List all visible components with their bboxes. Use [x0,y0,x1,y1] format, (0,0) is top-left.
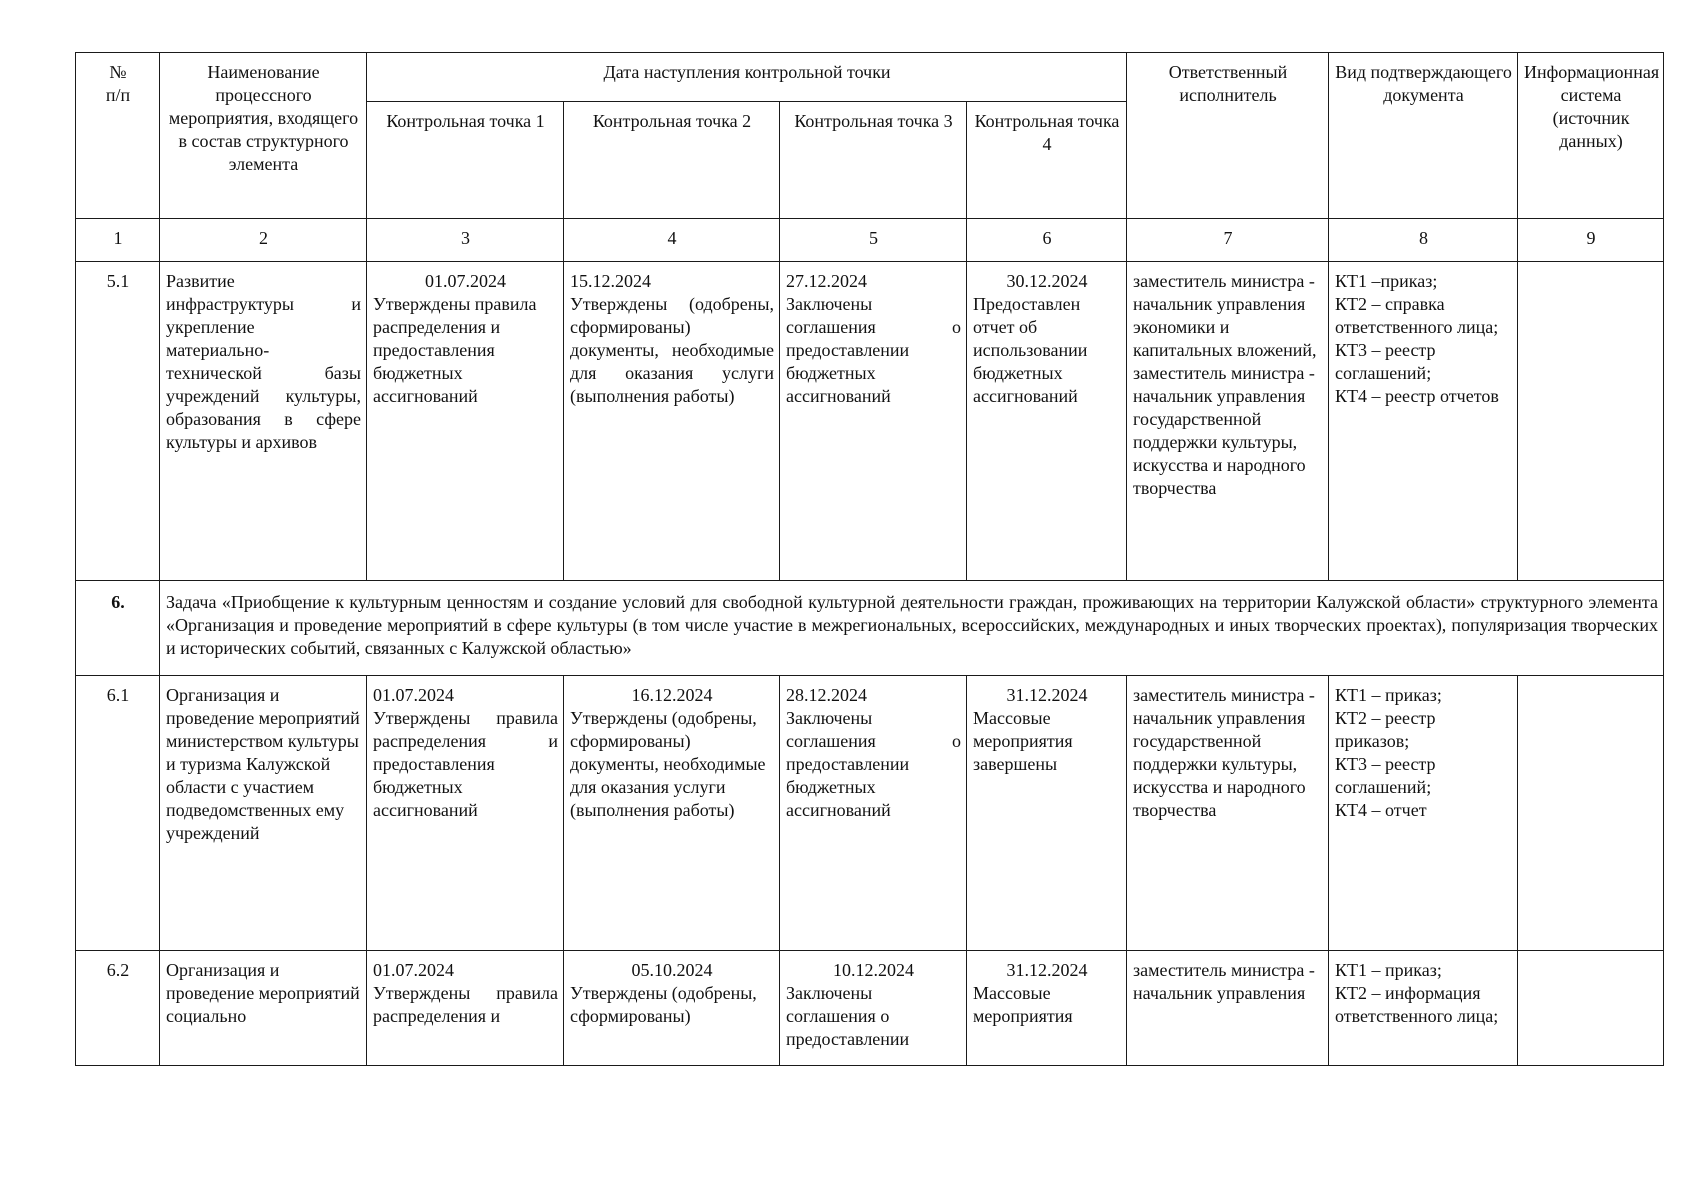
row-number: 5.1 [76,262,160,581]
info-system [1518,262,1664,581]
document-line: КТ1 – приказ; [1335,685,1442,705]
column-number: 6 [967,219,1127,262]
column-number: 9 [1518,219,1664,262]
control-point-4 [967,262,1127,581]
control-point-text: Заключены соглашения о предоставлении [786,983,910,1049]
header-info-system: Информационная система (источник данных) [1518,53,1664,219]
measure-name: Развитие инфраструктуры и укрепление материально-технической базы учреждений культуры, образования в сфере культуры и архивов [160,262,367,581]
measure-name: Организация и проведение мероприятий социально [160,951,367,1066]
control-point-1 [367,676,564,951]
document-line: КТ1 – приказ; [1335,960,1442,980]
control-point-1 [367,262,564,581]
control-point-date: 01.07.2024 [373,960,454,980]
control-point-2 [564,262,780,581]
document-line: КТ2 – информация ответственного лица; [1335,983,1499,1026]
control-point-2 [564,951,780,1066]
document-line: КТ3 – реестр соглашений; [1335,754,1436,797]
responsible-executor: заместитель министра - начальник управления государственной поддержки культуры, искусства и народного творчества [1127,676,1329,951]
control-point-date: 28.12.2024 [786,685,867,705]
control-point-3 [780,951,967,1066]
header-responsible: Ответственный исполнитель [1127,53,1329,219]
column-number: 4 [564,219,780,262]
info-system [1518,676,1664,951]
control-point-date: 01.07.2024 [425,271,506,291]
table-row [76,262,1664,581]
document-line: КТ3 – реестр соглашений; [1335,340,1436,383]
measure-name: Организация и проведение мероприятий министерством культуры и туризма Калужской области с участием подведомственных ему учреждений [160,676,367,951]
document-line: КТ4 – реестр отчетов [1335,386,1499,406]
control-point-text: Утверждены (одобрены, сформированы) [570,983,757,1026]
control-point-date: 31.12.2024 [1006,960,1088,980]
table-row [76,951,1664,1066]
document-line: КТ2 – реестр приказов; [1335,708,1436,751]
control-point-text: Утверждены правила распределения и предоставления бюджетных ассигнований [373,294,537,406]
header-kt3: Контрольная точка 3 [780,102,967,219]
task-row [76,581,1664,676]
column-number: 1 [76,219,160,262]
header-num: № п/п [76,53,160,219]
control-point-date: 10.12.2024 [833,960,914,980]
document-type [1329,676,1518,951]
document-line: КТ2 – справка ответственного лица; [1335,294,1499,337]
control-point-4 [967,676,1127,951]
header-kt1: Контрольная точка 1 [367,102,564,219]
control-point-text: Массовые мероприятия завершены [973,708,1073,774]
control-point-date: 05.10.2024 [631,960,713,980]
header-name: Наименование процессного мероприятия, входящего в состав структурного элемента [160,53,367,219]
control-point-3 [780,676,967,951]
control-point-text: Заключены соглашения о предоставлении бюджетных ассигнований [786,708,961,820]
document-type [1329,262,1518,581]
control-point-1 [367,951,564,1066]
responsible-executor: заместитель министра - начальник управления экономики и капитальных вложений, заместитель министра - начальник управления государственной поддержки культуры, искусства и народного творчества [1127,262,1329,581]
info-system [1518,951,1664,1066]
control-point-text: Утверждены (одобрены, сформированы) документы, необходимые для оказания услуги (выполнения работы) [570,708,766,820]
control-point-2 [564,676,780,951]
control-point-text: Предоставлен отчет об использовании бюджетных ассигнований [973,294,1088,406]
header-row [76,53,1664,102]
row-number: 6. [76,581,160,676]
table-row [76,676,1664,951]
control-point-date: 01.07.2024 [373,685,454,705]
document-type [1329,951,1518,1066]
control-point-text: Утверждены правила распределения и предоставления бюджетных ассигнований [373,708,558,820]
control-point-text: Утверждены (одобрены, сформированы) документы, необходимые для оказания услуги (выполнения работы) [570,294,774,406]
row-number: 6.2 [76,951,160,1066]
row-number: 6.1 [76,676,160,951]
control-point-4 [967,951,1127,1066]
control-point-date: 27.12.2024 [786,271,867,291]
control-point-date: 15.12.2024 [570,271,651,291]
responsible-executor: заместитель министра - начальник управления [1127,951,1329,1066]
document-line: КТ4 – отчет [1335,800,1427,820]
control-point-date: 16.12.2024 [631,685,713,705]
column-number: 7 [1127,219,1329,262]
header-document-type: Вид подтверждающего документа [1329,53,1518,219]
control-point-date: 31.12.2024 [1006,685,1088,705]
column-number-row [76,219,1664,262]
control-points-table [75,52,1664,1066]
control-point-text: Утверждены правила распределения и [373,983,558,1026]
column-number: 8 [1329,219,1518,262]
control-point-text: Массовые мероприятия [973,983,1073,1026]
control-point-3 [780,262,967,581]
column-number: 5 [780,219,967,262]
task-description: Задача «Приобщение к культурным ценностям и создание условий для свободной культурной деятельности граждан, проживающих на территории Калужской области» структурного элемента «Организация и проведение мероприятий в сфере культуры (в том числе участие в межрегиональных, всероссийских, международных и иных творческих проектах), популяризация творческих и исторических событий, связанных с Калужской областью» [160,581,1664,676]
header-kt2: Контрольная точка 2 [564,102,780,219]
header-date-group: Дата наступления контрольной точки [367,53,1127,102]
column-number: 3 [367,219,564,262]
column-number: 2 [160,219,367,262]
control-point-text: Заключены соглашения о предоставлении бюджетных ассигнований [786,294,961,406]
control-point-date: 30.12.2024 [1006,271,1088,291]
document-line: КТ1 –приказ; [1335,271,1438,291]
header-kt4: Контрольная точка 4 [967,102,1127,219]
